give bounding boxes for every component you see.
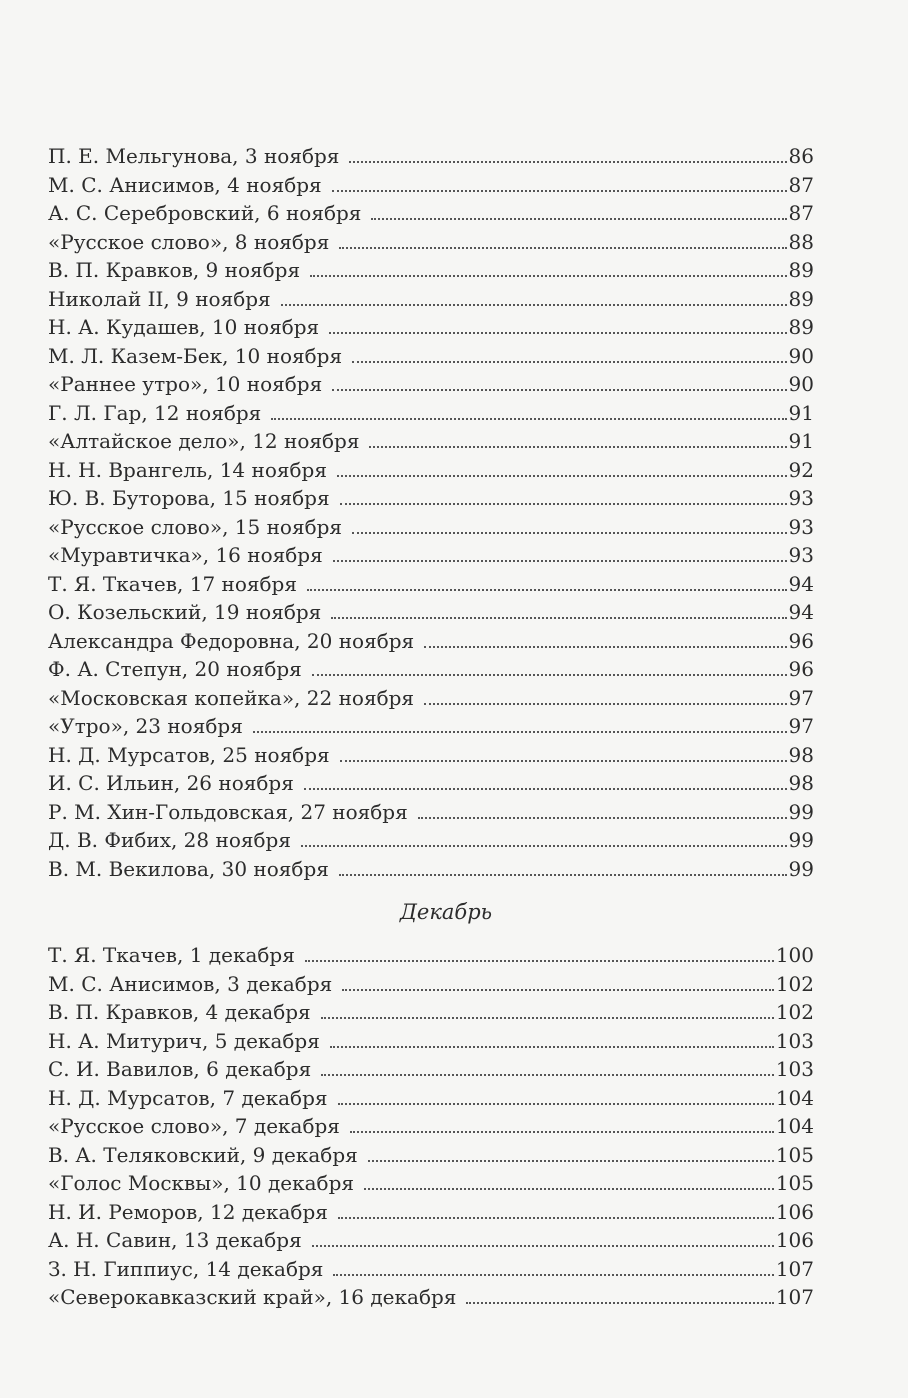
dot-leader xyxy=(329,332,786,334)
toc-entry xyxy=(48,941,814,970)
toc-entry xyxy=(48,370,814,399)
toc-entry-title: «Утро», 23 ноября xyxy=(48,714,243,738)
toc-entry xyxy=(48,142,814,171)
dot-leader xyxy=(312,674,787,676)
toc-entry-page-number: 99 xyxy=(788,856,814,881)
toc-entry xyxy=(48,970,814,999)
toc-entry-title: В. П. Кравков, 4 декабря xyxy=(48,1000,311,1024)
toc-entry-page-number: 107 xyxy=(775,1256,814,1281)
toc-entry-title: «Московская копейка», 22 ноября xyxy=(48,685,415,710)
toc-entry-title: Г. Л. Гар, 12 ноября xyxy=(48,400,262,425)
toc-entry-page-number: 91 xyxy=(788,429,814,453)
toc-entry-title: М. Л. Казем-Бек, 10 ноября xyxy=(48,343,343,368)
toc-entry-page-number: 103 xyxy=(775,1028,814,1053)
dot-leader xyxy=(310,275,786,277)
toc-entry xyxy=(48,1084,814,1113)
dot-leader xyxy=(339,247,786,249)
toc-entry-title: Н. И. Реморов, 12 декабря xyxy=(48,1199,328,1224)
toc-entry-title: Н. Д. Мурсатов, 7 декабря xyxy=(48,1085,328,1110)
toc-entry-title: В. П. Кравков, 9 ноября xyxy=(48,258,301,282)
toc-entry-page-number: 98 xyxy=(788,742,814,767)
toc-entry xyxy=(48,1283,814,1312)
toc-entry-title: «Русское слово», 7 декабря xyxy=(48,1114,340,1138)
toc-entry-title: В. М. Векилова, 30 ноября xyxy=(48,856,329,881)
dot-leader xyxy=(352,361,786,363)
toc-entry xyxy=(48,1226,814,1255)
toc-entry-title: А. С. Серебровский, 6 ноября xyxy=(48,201,362,225)
toc-entry xyxy=(48,855,814,884)
toc-entry-page-number: 87 xyxy=(788,201,814,225)
toc-entry-title: В. А. Теляковский, 9 декабря xyxy=(48,1142,358,1167)
toc-entry-title: «Алтайское дело», 12 ноября xyxy=(48,429,360,453)
toc-entry xyxy=(48,1141,814,1170)
toc-entry-page-number: 87 xyxy=(788,172,814,197)
toc-entry-page-number: 104 xyxy=(775,1085,814,1110)
toc-entry xyxy=(48,313,814,342)
dot-leader xyxy=(368,1160,774,1162)
toc-entry-page-number: 97 xyxy=(788,714,814,738)
dot-leader xyxy=(371,218,786,220)
toc-page xyxy=(48,142,814,1312)
dot-leader xyxy=(339,874,787,876)
toc-entry xyxy=(48,199,814,228)
toc-entry-page-number: 107 xyxy=(775,1285,814,1309)
dot-leader xyxy=(349,161,786,163)
toc-entry-title: С. И. Вавилов, 6 декабря xyxy=(48,1057,312,1081)
toc-entry-title: Ю. В. Буторова, 15 ноября xyxy=(48,486,330,510)
december-toc-list xyxy=(48,941,814,1312)
toc-entry-page-number: 104 xyxy=(775,1114,814,1138)
toc-entry xyxy=(48,570,814,599)
toc-entry xyxy=(48,627,814,656)
dot-leader xyxy=(364,1188,774,1190)
dot-leader xyxy=(305,960,774,962)
toc-entry-page-number: 99 xyxy=(788,799,814,824)
dot-leader xyxy=(369,446,786,448)
toc-entry xyxy=(48,684,814,713)
toc-entry xyxy=(48,798,814,827)
toc-entry-title: «Русское слово», 15 ноября xyxy=(48,514,343,539)
dot-leader xyxy=(312,1245,774,1247)
toc-entry-page-number: 93 xyxy=(788,543,814,567)
toc-entry xyxy=(48,741,814,770)
toc-entry xyxy=(48,998,814,1027)
toc-entry-title: З. Н. Гиппиус, 14 декабря xyxy=(48,1256,324,1281)
toc-entry-title: Ф. А. Степун, 20 ноября xyxy=(48,657,302,681)
toc-entry-page-number: 100 xyxy=(775,943,814,967)
dot-leader xyxy=(418,817,787,819)
toc-entry-page-number: 93 xyxy=(788,486,814,510)
toc-entry xyxy=(48,655,814,684)
toc-entry xyxy=(48,456,814,485)
dot-leader xyxy=(253,731,787,733)
toc-entry-page-number: 89 xyxy=(788,258,814,282)
november-toc-list xyxy=(48,142,814,883)
toc-entry xyxy=(48,826,814,855)
toc-entry-page-number: 105 xyxy=(775,1171,814,1195)
dot-leader xyxy=(281,304,787,306)
toc-entry-title: «Северокавказский край», 16 декабря xyxy=(48,1285,457,1309)
toc-entry-title: П. Е. Мельгунова, 3 ноября xyxy=(48,144,340,168)
toc-entry-title: Н. Д. Мурсатов, 25 ноября xyxy=(48,742,330,767)
dot-leader xyxy=(330,1046,774,1048)
toc-entry-page-number: 90 xyxy=(788,343,814,368)
dot-leader xyxy=(342,989,774,991)
toc-entry xyxy=(48,598,814,627)
dot-leader xyxy=(307,589,787,591)
toc-entry xyxy=(48,513,814,542)
dot-leader xyxy=(332,389,786,391)
toc-entry-title: М. С. Анисимов, 4 ноября xyxy=(48,172,322,197)
toc-entry-title: «Муравтичка», 16 ноября xyxy=(48,543,323,567)
toc-entry xyxy=(48,285,814,314)
toc-entry-page-number: 94 xyxy=(788,600,814,624)
toc-entry-title: О. Козельский, 19 ноября xyxy=(48,600,322,624)
dot-leader xyxy=(340,760,787,762)
dot-leader xyxy=(333,1274,773,1276)
dot-leader xyxy=(424,646,786,648)
dot-leader xyxy=(352,532,786,534)
dot-leader xyxy=(321,1074,774,1076)
toc-entry-title: Т. Я. Ткачев, 1 декабря xyxy=(48,943,295,967)
toc-entry xyxy=(48,484,814,513)
toc-entry-page-number: 98 xyxy=(788,771,814,795)
toc-entry-page-number: 102 xyxy=(775,971,814,996)
dot-leader xyxy=(466,1302,773,1304)
toc-entry xyxy=(48,1198,814,1227)
toc-entry xyxy=(48,1055,814,1084)
toc-entry xyxy=(48,541,814,570)
dot-leader xyxy=(304,788,787,790)
toc-entry xyxy=(48,712,814,741)
toc-entry xyxy=(48,342,814,371)
toc-entry-title: Николай II, 9 ноября xyxy=(48,286,271,311)
toc-entry-page-number: 90 xyxy=(788,372,814,396)
dot-leader xyxy=(340,503,787,505)
toc-entry xyxy=(48,1112,814,1141)
toc-entry-page-number: 105 xyxy=(775,1142,814,1167)
dot-leader xyxy=(332,190,787,192)
dot-leader xyxy=(301,845,787,847)
toc-entry-page-number: 86 xyxy=(788,144,814,168)
dot-leader xyxy=(338,1103,774,1105)
toc-entry-page-number: 91 xyxy=(788,400,814,425)
toc-entry-title: «Раннее утро», 10 ноября xyxy=(48,372,323,396)
toc-entry-title: Н. Н. Врангель, 14 ноября xyxy=(48,457,327,482)
toc-entry-title: Д. В. Фибих, 28 ноября xyxy=(48,828,291,852)
toc-entry-page-number: 94 xyxy=(788,571,814,596)
toc-entry-title: Н. А. Митурич, 5 декабря xyxy=(48,1028,320,1053)
toc-entry-title: Александра Федоровна, 20 ноября xyxy=(48,628,415,653)
dot-leader xyxy=(337,475,787,477)
dot-leader xyxy=(350,1131,774,1133)
dot-leader xyxy=(338,1217,774,1219)
toc-entry-page-number: 103 xyxy=(775,1057,814,1081)
toc-entry-page-number: 96 xyxy=(788,657,814,681)
toc-entry-page-number: 102 xyxy=(775,1000,814,1024)
dot-leader xyxy=(333,560,787,562)
toc-entry-page-number: 106 xyxy=(775,1199,814,1224)
toc-entry-page-number: 99 xyxy=(788,828,814,852)
toc-entry-title: А. Н. Савин, 13 декабря xyxy=(48,1228,302,1252)
toc-entry-page-number: 96 xyxy=(788,628,814,653)
toc-entry-title: «Голос Москвы», 10 декабря xyxy=(48,1171,355,1195)
toc-entry xyxy=(48,1027,814,1056)
toc-entry-title: Р. М. Хин-Гольдовская, 27 ноября xyxy=(48,799,408,824)
dot-leader xyxy=(271,418,786,420)
toc-entry-title: М. С. Анисимов, 3 декабря xyxy=(48,971,333,996)
toc-entry-title: Т. Я. Ткачев, 17 ноября xyxy=(48,571,297,596)
toc-entry xyxy=(48,1255,814,1284)
toc-entry xyxy=(48,256,814,285)
toc-entry-page-number: 92 xyxy=(788,457,814,482)
section-title-december: Декабрь xyxy=(399,900,493,924)
toc-entry-page-number: 89 xyxy=(788,315,814,339)
toc-entry xyxy=(48,171,814,200)
toc-entry-page-number: 93 xyxy=(788,514,814,539)
toc-entry-page-number: 97 xyxy=(788,685,814,710)
toc-entry xyxy=(48,228,814,257)
toc-entry-title: «Русское слово», 8 ноября xyxy=(48,229,330,254)
toc-entry xyxy=(48,769,814,798)
toc-entry-page-number: 89 xyxy=(788,286,814,311)
dot-leader xyxy=(321,1017,774,1019)
toc-entry-title: Н. А. Кудашев, 10 ноября xyxy=(48,315,320,339)
toc-entry-page-number: 88 xyxy=(788,229,814,254)
toc-entry xyxy=(48,427,814,456)
toc-entry-page-number: 106 xyxy=(775,1228,814,1252)
toc-entry xyxy=(48,399,814,428)
dot-leader xyxy=(424,703,787,705)
toc-entry-title: И. С. Ильин, 26 ноября xyxy=(48,771,294,795)
toc-entry xyxy=(48,1169,814,1198)
dot-leader xyxy=(331,617,786,619)
